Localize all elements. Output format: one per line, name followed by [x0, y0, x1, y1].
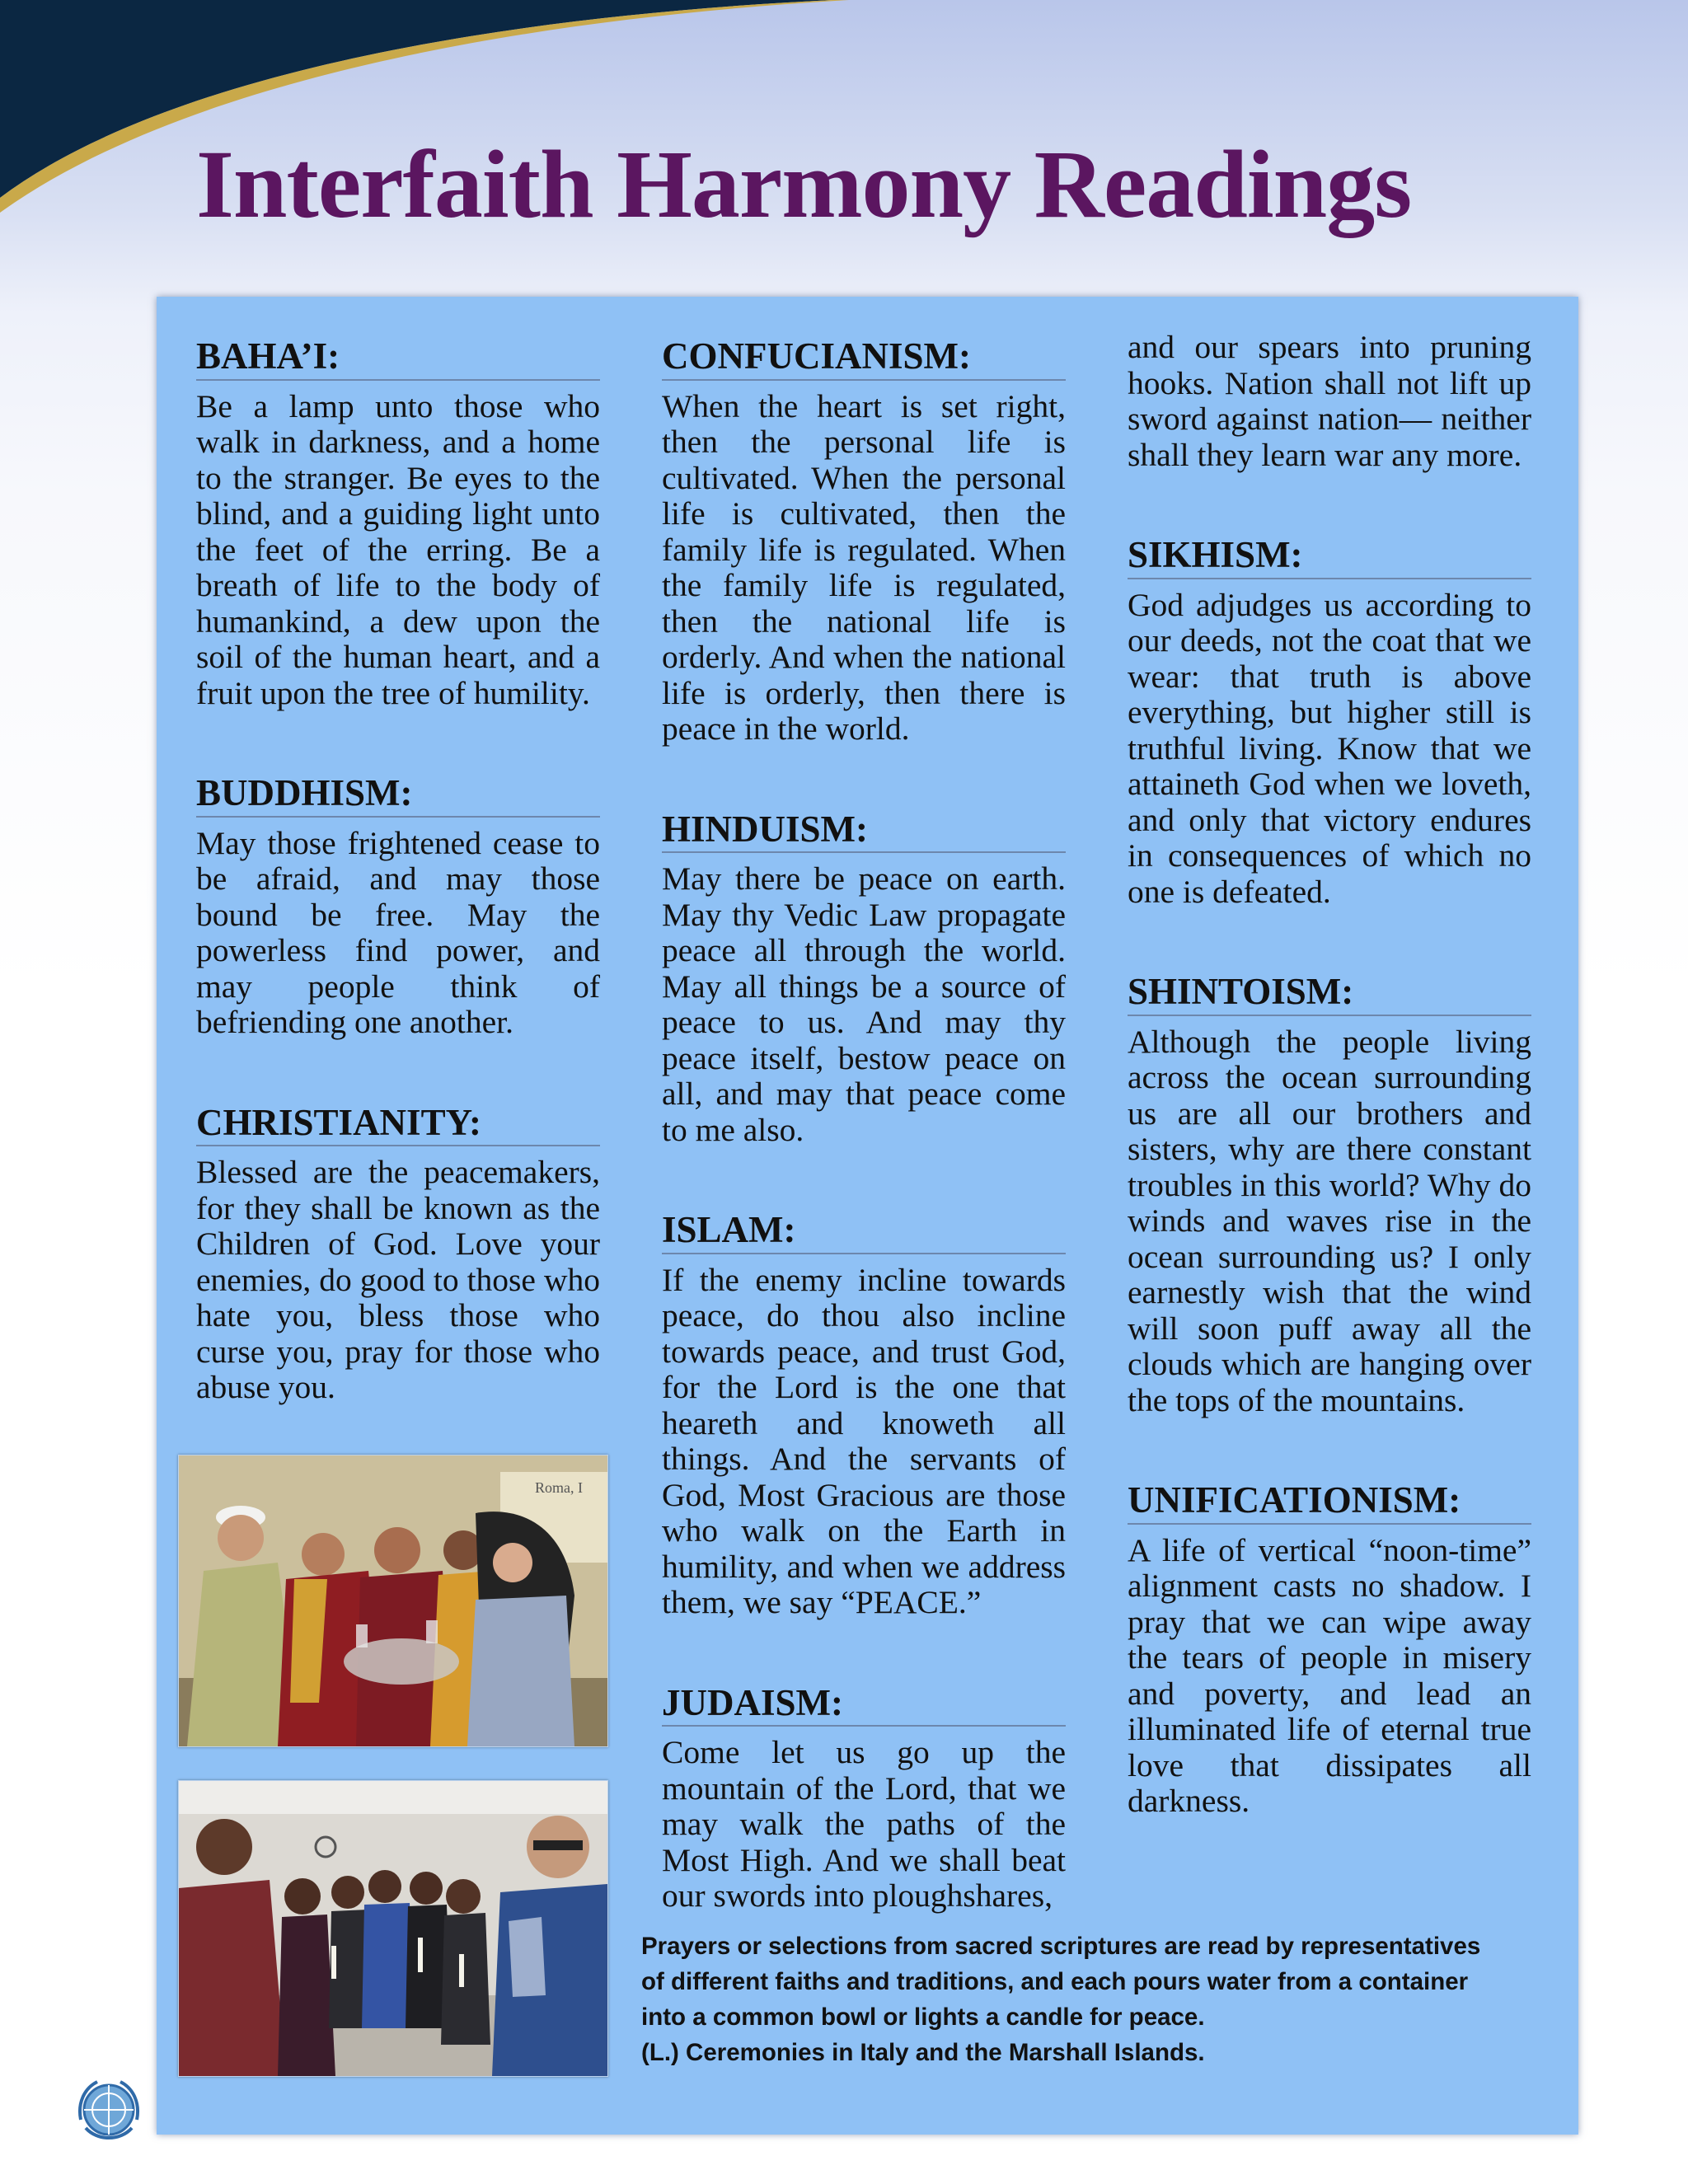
heading-christianity: CHRISTIANITY: [196, 1103, 600, 1147]
section-unificationism [1128, 1480, 1531, 1820]
text-sikhism: God adjudges us according to our deeds, not the coat that we wear: that truth is above everything, but higher still is truthful living. Know that we attaineth God when we loveth, and only that victory endures in consequences of which no one is defeated. [1128, 586, 1531, 910]
text-shintoism: Although the people living across the ocean surrounding us are all our brothers and sisters, why are there constant troubles in this world? Why do winds and waves rise in the ocean surrounding us? I only earnestly wish that the wind will soon puff away all the clouds which are hanging over the tops of the mountains. [1128, 1023, 1531, 1418]
photo-italy-ceremony [178, 1455, 608, 1747]
section-judaism-continued [1128, 330, 1531, 473]
caption-line-4: (L.) Ceremonies in Italy and the Marshall Islands. [641, 2039, 1205, 2066]
section-judaism [662, 1683, 1066, 1915]
photo-marshall-image [179, 1781, 607, 2076]
photo-italy-image [179, 1455, 607, 1746]
text-buddhism: May those frightened cease to be afraid, and may those bound be free. May the powerless find power, and may people think of befriending one another. [196, 824, 600, 1040]
column-2 [662, 336, 1066, 1976]
text-judaism: Come let us go up the mountain of the Lord, that we may walk the paths of the Most High. And we shall beat our swords into ploughshares, [662, 1734, 1066, 1914]
heading-unificationism: UNIFICATIONISM: [1128, 1480, 1531, 1525]
text-christianity: Blessed are the peacemakers, for they shall be known as the Children of God. Love your enemies, do good to those who hate you, bless those who curse you, pray for those who abuse you. [196, 1154, 600, 1405]
section-buddhism [196, 773, 600, 1041]
column-3 [1128, 330, 1531, 1882]
readings-panel [157, 297, 1578, 2135]
photo-sign-text: Roma, I [535, 1479, 583, 1496]
caption-line-1: Prayers or selections from sacred scriptures are read by representatives [641, 1933, 1481, 1960]
text-judaism-continued: and our spears into pruning hooks. Nation shall not lift up sword against nation— neither shall they learn war any more. [1128, 329, 1531, 473]
heading-islam: ISLAM: [662, 1210, 1066, 1254]
caption-line-3: into a common bowl or lights a candle for peace. [641, 2004, 1205, 2031]
heading-shintoism: SHINTOISM: [1128, 972, 1531, 1016]
text-islam: If the enemy incline towards peace, do thou also incline towards peace, and trust God, for the Lord is the one that heareth and knoweth all things. And the servants of God, Most Gracious are those who walk on the Earth in humility, and when we address them, we say “PEACE.” [662, 1261, 1066, 1620]
section-hinduism [662, 809, 1066, 1149]
heading-sikhism: SIKHISM: [1128, 535, 1531, 579]
section-sikhism [1128, 535, 1531, 910]
column-1 [196, 336, 600, 1468]
photo-marshall-islands-ceremony [178, 1780, 608, 2077]
photo-caption [641, 1929, 1548, 2070]
section-shintoism [1128, 972, 1531, 1418]
section-christianity [196, 1103, 600, 1406]
section-confucianism [662, 336, 1066, 748]
heading-bahai: BAHA’I: [196, 336, 600, 381]
section-bahai [196, 336, 600, 711]
heading-hinduism: HINDUISM: [662, 809, 1066, 854]
un-emblem-icon [69, 2070, 148, 2149]
heading-judaism: JUDAISM: [662, 1683, 1066, 1727]
page-title: Interfaith Harmony Readings [196, 130, 1412, 238]
text-unificationism: A life of vertical “noon-time” alignment casts no shadow. I pray that we can wipe away the tears of people in misery and poverty, and lead an illuminated life of eternal true love that dissipates all darkness. [1128, 1531, 1531, 1819]
section-islam [662, 1210, 1066, 1621]
heading-confucianism: CONFUCIANISM: [662, 336, 1066, 381]
heading-buddhism: BUDDHISM: [196, 773, 600, 818]
caption-line-2: of different faiths and traditions, and each pours water from a container [641, 1968, 1469, 1995]
text-bahai: Be a lamp unto those who walk in darkness, and a home to the stranger. Be eyes to the blind, and a guiding light unto the feet of the erring. Be a breath of life to the body of humankind, a dew upon the soil of the human heart, and a fruit upon the tree of humility. [196, 387, 600, 711]
text-confucianism: When the heart is set right, then the personal life is cultivated. When the personal life is cultivated, then the family life is regulated. When the family life is regulated, then the national life is orderly. And when the national life is orderly, then there is peace in the world. [662, 387, 1066, 747]
text-hinduism: May there be peace on earth. May thy Vedic Law propagate peace all through the world. May all things be a source of peace to us. And may thy peace itself, bestow peace on all, and may that peace come to me also. [662, 860, 1066, 1148]
